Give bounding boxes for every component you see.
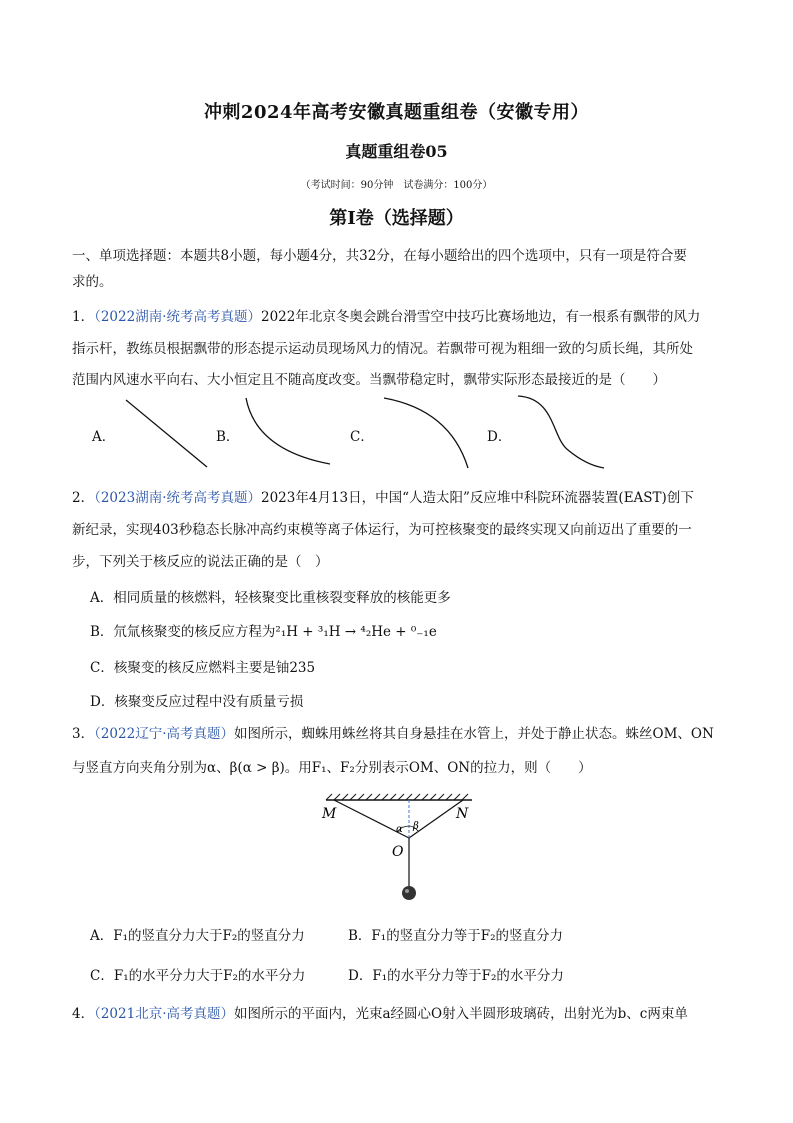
q3-source: （2022辽宁·高考真题） — [94, 726, 234, 742]
q2-option-c: C．核聚变的核反应燃料主要是铀235 — [90, 660, 316, 676]
q1-option-b: B． — [216, 429, 240, 445]
q2-line2: 新纪录，实现403秒稳态长脉冲高约束模等离子体运行，为可控核聚变的最终实现又向前迈出了重要的一 — [72, 522, 692, 538]
exam-subtitle: 真题重组卷05 — [345, 142, 448, 161]
q2-option-b-prefix: B．氘氚核聚变的核反应方程为 — [90, 624, 276, 640]
q4-text-1: 如图所示的平面内，光束a经圆心O射入半圆形玻璃砖，出射光为b、c两束单 — [234, 1006, 688, 1022]
q2-option-b-equation: ²₁H + ³₁H → ⁴₂He + ⁰₋₁e — [275, 624, 437, 640]
label-o: O — [392, 844, 404, 860]
q3-option-d: D．F₁的水平分力等于F₂的水平分力 — [348, 968, 564, 984]
q3-number: 3． — [72, 726, 95, 742]
spider-ball-highlight — [405, 889, 409, 893]
q1-line2: 指示杆，教练员根据飘带的形态提示运动员现场风力的情况。若飘带可视为粗细一致的匀质长绳，其所处 — [72, 341, 693, 357]
q1-line3: 范围内风速水平向右、大小恒定且不随高度改变。当飘带稳定时，飘带实际形态最接近的是（ ） — [72, 372, 666, 388]
instructions-line1: 一、单项选择题：本题共8小题，每小题4分，共32分，在每小题给出的四个选项中，只有一项是符合要 — [72, 248, 687, 264]
q1-text-1: 2022年北京冬奥会跳台滑雪空中技巧比赛场地边，有一根系有飘带的风力 — [261, 309, 701, 325]
exam-info: （考试时间：90分钟 试卷满分：100分） — [300, 180, 493, 191]
q1-option-c: C． — [350, 429, 374, 445]
q3-option-c: C．F₁的水平分力大于F₂的水平分力 — [90, 968, 306, 984]
label-beta: β — [413, 821, 419, 832]
q1-source: （2022湖南·统考高考真题） — [94, 309, 261, 325]
pipe-hatching — [326, 794, 468, 800]
q2-number: 2． — [72, 490, 95, 506]
q3-line2: 与竖直方向夹角分别为α、β(α > β)。用F₁、F₂分别表示OM、ON的拉力，则（ ） — [72, 760, 592, 776]
label-m: M — [322, 806, 337, 822]
q2-line3: 步，下列关于核反应的说法正确的是（ ） — [72, 554, 329, 570]
q2-option-d: D．核聚变反应过程中没有质量亏损 — [90, 694, 304, 710]
q4-line1 — [72, 1002, 688, 1022]
q3-text-1: 如图所示，蜘蛛用蛛丝将其自身悬挂在水管上，并处于静止状态。蛛丝OM、ON — [234, 726, 714, 742]
q3-option-b: B．F₁的竖直分力等于F₂的竖直分力 — [348, 928, 563, 944]
label-n: N — [456, 806, 469, 822]
spider-ball — [402, 886, 416, 900]
q2-text-1: 2023年4月13日，中国“人造太阳”反应堆中科院环流器装置(EAST)创下 — [261, 490, 694, 506]
q3-option-a: A．F₁的竖直分力大于F₂的竖直分力 — [90, 928, 305, 944]
section-title: 第Ⅰ卷（选择题） — [329, 208, 464, 229]
thread-on — [409, 800, 463, 838]
label-alpha: α — [396, 824, 403, 835]
q1-option-a: A． — [92, 429, 116, 445]
q4-number: 4． — [72, 1006, 95, 1022]
exam-title: 冲刺2024年高考安徽真题重组卷（安徽专用） — [203, 102, 590, 123]
q2-option-a: A．相同质量的核燃料，轻核聚变比重核裂变释放的核能更多 — [90, 590, 451, 606]
instructions-line2: 求的。 — [72, 274, 113, 290]
q1-option-d: D． — [487, 429, 512, 445]
q4-source: （2021北京·高考真题） — [94, 1006, 234, 1022]
q2-source: （2023湖南·统考高考真题） — [94, 490, 261, 506]
q1-number: 1． — [72, 309, 95, 325]
